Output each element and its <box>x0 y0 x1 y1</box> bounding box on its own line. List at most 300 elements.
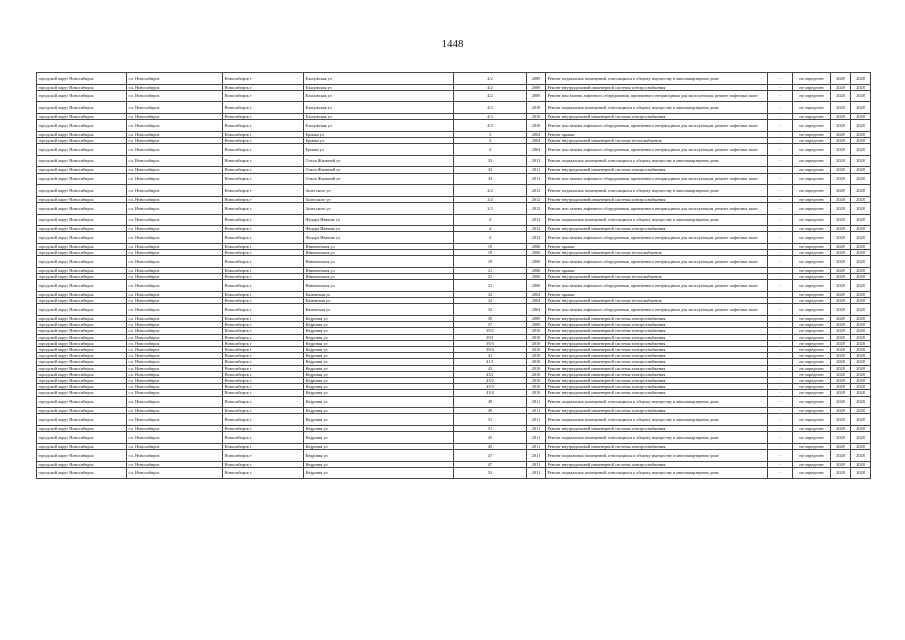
cell-house-number: 2/2 <box>454 202 527 214</box>
cell-street: Кедровая ул <box>304 377 454 383</box>
cell-work-type: Ремонт внутридомовой инженерной системы теплоснабжения <box>546 250 768 256</box>
cell-year-end: 2028 <box>851 185 871 197</box>
cell-settlement: г.о. Новосибирск <box>127 449 223 461</box>
cell-municipality: городской округ Новосибирск <box>37 384 127 390</box>
cell-work-type: Ремонт внутридомовой инженерной системы электроснабжения <box>546 353 768 359</box>
cell-year: 2006 <box>527 243 546 249</box>
cell-street: Ольги Жилиной ул <box>304 173 454 185</box>
cell-municipality: городской округ Новосибирск <box>37 334 127 340</box>
cell-municipality: городской округ Новосибирск <box>37 449 127 461</box>
cell-municipality: городской округ Новосибирск <box>37 467 127 479</box>
cell-settlement: г.о. Новосибирск <box>127 334 223 340</box>
cell-work-type: Ремонт подвальных помещений, относящихся к общему имуществу в многоквартирном доме <box>546 73 768 85</box>
cell-work-type: Ремонт внутридомовой инженерной системы электроснабжения <box>546 340 768 346</box>
cell-house-number: 45 <box>454 443 527 449</box>
cell-house-number: 2/2 <box>454 196 527 202</box>
cell-deadline: не определен <box>793 137 831 143</box>
cell-work-type: Ремонт подвальных помещений, относящихся к общему имуществу в многоквартирном доме <box>546 185 768 197</box>
cell-municipality: городской округ Новосибирск <box>37 214 127 226</box>
cell-year-end: 2028 <box>851 167 871 173</box>
cell-municipality: городской округ Новосибирск <box>37 371 127 377</box>
cell-work-type: Ремонт подвальных помещений, относящихся к общему имуществу в многоквартирном доме <box>546 467 768 479</box>
cell-house-number: 21 <box>454 280 527 292</box>
cell-house-number: 2/2 <box>454 185 527 197</box>
cell-municipality: городской округ Новосибирск <box>37 396 127 408</box>
cell-year-end: 2028 <box>851 155 871 167</box>
table-row <box>37 449 871 461</box>
cell-year: 2010 <box>527 377 546 383</box>
cell-year: 2011 <box>527 414 546 426</box>
cell-year-end: 2028 <box>851 384 871 390</box>
cell-cost: - <box>768 274 793 280</box>
cell-house-number: 21 <box>454 267 527 273</box>
cell-street: Кедровая ул <box>304 449 454 461</box>
cell-locality: Новосибирск г <box>223 322 304 328</box>
cell-house-number: 32 <box>454 304 527 316</box>
cell-cost: - <box>768 90 793 102</box>
cell-locality: Новосибирск г <box>223 467 304 479</box>
cell-work-type: Ремонт подвальных помещений, относящихся к общему имуществу в многоквартирном доме <box>546 102 768 114</box>
cell-work-type: Ремонт внутридомовой инженерной системы электроснабжения <box>546 346 768 352</box>
cell-deadline: не определен <box>793 353 831 359</box>
cell-municipality: городской округ Новосибирск <box>37 185 127 197</box>
cell-house-number: 32 <box>454 298 527 304</box>
cell-settlement: г.о. Новосибирск <box>127 291 223 297</box>
cell-work-type: Ремонт внутридомовой инженерной системы электроснабжения <box>546 167 768 173</box>
cell-municipality: городской округ Новосибирск <box>37 304 127 316</box>
cell-locality: Новосибирск г <box>223 73 304 85</box>
cell-locality: Новосибирск г <box>223 155 304 167</box>
cell-year-start: 2028 <box>831 432 851 444</box>
table-row <box>37 155 871 167</box>
cell-work-type: Ремонт внутридомовой инженерной системы теплоснабжения <box>546 137 768 143</box>
cell-year-start: 2028 <box>831 102 851 114</box>
cell-cost: - <box>768 384 793 390</box>
cell-cost: - <box>768 396 793 408</box>
cell-settlement: г.о. Новосибирск <box>127 267 223 273</box>
cell-year: 2009 <box>527 90 546 102</box>
cell-deadline: не определен <box>793 90 831 102</box>
cell-settlement: г.о. Новосибирск <box>127 250 223 256</box>
cell-municipality: городской округ Новосибирск <box>37 232 127 244</box>
cell-year-start: 2028 <box>831 414 851 426</box>
cell-cost: - <box>768 102 793 114</box>
table-row <box>37 280 871 292</box>
cell-year: 2011 <box>527 432 546 444</box>
cell-municipality: городской округ Новосибирск <box>37 408 127 414</box>
cell-year-end: 2028 <box>851 214 871 226</box>
cell-street: Ольги Жилиной ул <box>304 155 454 167</box>
cell-cost: - <box>768 144 793 156</box>
cell-deadline: не определен <box>793 334 831 340</box>
cell-work-type: Ремонт внутридомовой инженерной системы электроснабжения <box>546 461 768 467</box>
cell-house-number: 39/4 <box>454 346 527 352</box>
cell-cost: - <box>768 353 793 359</box>
cell-street: Кедровая ул <box>304 340 454 346</box>
cell-year: 2010 <box>527 328 546 334</box>
cell-work-type: Ремонт внутридомовой инженерной системы электроснабжения <box>546 384 768 390</box>
cell-year: 2011 <box>527 173 546 185</box>
cell-house-number: 19 <box>454 256 527 268</box>
cell-street: Кедровая ул <box>304 425 454 431</box>
cell-cost: - <box>768 73 793 85</box>
cell-settlement: г.о. Новосибирск <box>127 137 223 143</box>
page-number: 1448 <box>441 38 464 50</box>
cell-year: 2009 <box>527 84 546 90</box>
cell-municipality: городской округ Новосибирск <box>37 328 127 334</box>
table-row <box>37 304 871 316</box>
cell-settlement: г.о. Новосибирск <box>127 353 223 359</box>
cell-year: 2010 <box>527 113 546 119</box>
cell-year-end: 2028 <box>851 443 871 449</box>
cell-year-end: 2028 <box>851 113 871 119</box>
cell-deadline: не определен <box>793 167 831 173</box>
cell-deadline: не определен <box>793 396 831 408</box>
cell-locality: Новосибирск г <box>223 202 304 214</box>
cell-settlement: г.о. Новосибирск <box>127 322 223 328</box>
cell-settlement: г.о. Новосибирск <box>127 102 223 114</box>
cell-house-number: 37 <box>454 322 527 328</box>
cell-year: 2011 <box>527 443 546 449</box>
cell-work-type: Ремонт или замена лифтового оборудования, признанного непригодным для эксплуатации, ремонт лифтовых шахт <box>546 90 768 102</box>
cell-year-end: 2028 <box>851 256 871 268</box>
table-row <box>37 173 871 185</box>
cell-year-end: 2028 <box>851 425 871 431</box>
cell-settlement: г.о. Новосибирск <box>127 196 223 202</box>
cell-municipality: городской округ Новосибирск <box>37 359 127 365</box>
cell-year-start: 2028 <box>831 232 851 244</box>
cell-year: 2010 <box>527 384 546 390</box>
cell-locality: Новосибирск г <box>223 449 304 461</box>
cell-work-type: Ремонт или замена лифтового оборудования, признанного непригодным для эксплуатации, ремонт лифтовых шахт <box>546 280 768 292</box>
cell-cost: - <box>768 371 793 377</box>
cell-deadline: не определен <box>793 467 831 479</box>
cell-deadline: не определен <box>793 443 831 449</box>
cell-year-end: 2028 <box>851 196 871 202</box>
cell-locality: Новосибирск г <box>223 102 304 114</box>
cell-deadline: не определен <box>793 432 831 444</box>
cell-year-start: 2028 <box>831 328 851 334</box>
cell-cost: - <box>768 432 793 444</box>
cell-locality: Новосибирск г <box>223 267 304 273</box>
cell-year-end: 2028 <box>851 144 871 156</box>
cell-locality: Новосибирск г <box>223 353 304 359</box>
table-body <box>37 73 871 479</box>
cell-work-type: Ремонт внутридомовой инженерной системы электроснабжения <box>546 315 768 321</box>
cell-cost: - <box>768 365 793 371</box>
cell-locality: Новосибирск г <box>223 280 304 292</box>
cell-cost: - <box>768 243 793 249</box>
cell-street: Кедровая ул <box>304 353 454 359</box>
cell-settlement: г.о. Новосибирск <box>127 214 223 226</box>
cell-street: Федора Ивачева ул <box>304 214 454 226</box>
cell-work-type: Ремонт внутридомовой инженерной системы электроснабжения <box>546 322 768 328</box>
cell-street: Кедровая ул <box>304 443 454 449</box>
cell-work-type: Ремонт внутридомовой инженерной системы электроснабжения <box>546 328 768 334</box>
cell-locality: Новосибирск г <box>223 185 304 197</box>
cell-settlement: г.о. Новосибирск <box>127 425 223 431</box>
cell-year-start: 2028 <box>831 443 851 449</box>
cell-work-type: Ремонт крыши <box>546 131 768 137</box>
cell-house-number: 43 <box>454 365 527 371</box>
cell-municipality: городской округ Новосибирск <box>37 377 127 383</box>
cell-year-end: 2028 <box>851 461 871 467</box>
cell-municipality: городской округ Новосибирск <box>37 322 127 328</box>
cell-cost: - <box>768 315 793 321</box>
cell-year-end: 2028 <box>851 414 871 426</box>
cell-year-end: 2028 <box>851 449 871 461</box>
cell-street: Ермака ул <box>304 144 454 156</box>
cell-cost: - <box>768 461 793 467</box>
cell-year: 2012 <box>527 202 546 214</box>
cell-deadline: не определен <box>793 328 831 334</box>
cell-year-start: 2028 <box>831 365 851 371</box>
cell-locality: Новосибирск г <box>223 315 304 321</box>
cell-year: 2012 <box>527 196 546 202</box>
cell-year-end: 2028 <box>851 371 871 377</box>
cell-year-start: 2028 <box>831 185 851 197</box>
cell-house-number: 19 <box>454 250 527 256</box>
cell-street: Кедровая ул <box>304 396 454 408</box>
cell-year-start: 2028 <box>831 144 851 156</box>
cell-year-end: 2028 <box>851 131 871 137</box>
cell-year-start: 2028 <box>831 250 851 256</box>
cell-work-type: Ремонт внутридомовой инженерной системы электроснабжения <box>546 359 768 365</box>
table-row <box>37 90 871 102</box>
cell-year-end: 2028 <box>851 390 871 396</box>
cell-street: Инюшенская ул <box>304 250 454 256</box>
cell-house-number: 47 <box>454 461 527 467</box>
cell-house-number: 4 <box>454 214 527 226</box>
cell-year-end: 2028 <box>851 173 871 185</box>
cell-locality: Новосибирск г <box>223 396 304 408</box>
cell-year: 2011 <box>527 396 546 408</box>
cell-work-type: Ремонт крыши <box>546 267 768 273</box>
cell-year-start: 2028 <box>831 73 851 85</box>
cell-settlement: г.о. Новосибирск <box>127 256 223 268</box>
cell-street: Кедровая ул <box>304 365 454 371</box>
cell-year-start: 2028 <box>831 280 851 292</box>
cell-settlement: г.о. Новосибирск <box>127 346 223 352</box>
cell-cost: - <box>768 84 793 90</box>
cell-municipality: городской округ Новосибирск <box>37 267 127 273</box>
cell-work-type: Ремонт или замена лифтового оборудования, признанного непригодным для эксплуатации, ремонт лифтовых шахт <box>546 202 768 214</box>
cell-cost: - <box>768 232 793 244</box>
cell-year-end: 2028 <box>851 120 871 132</box>
cell-street: Каменская ул <box>304 298 454 304</box>
cell-year-end: 2028 <box>851 90 871 102</box>
cell-cost: - <box>768 298 793 304</box>
cell-deadline: не определен <box>793 304 831 316</box>
cell-settlement: г.о. Новосибирск <box>127 396 223 408</box>
cell-settlement: г.о. Новосибирск <box>127 315 223 321</box>
cell-cost: - <box>768 334 793 340</box>
cell-year-start: 2028 <box>831 131 851 137</box>
cell-locality: Новосибирск г <box>223 390 304 396</box>
cell-street: Залесского ул <box>304 185 454 197</box>
cell-deadline: не определен <box>793 250 831 256</box>
cell-street: Ельцовская ул <box>304 84 454 90</box>
cell-year: 2009 <box>527 73 546 85</box>
cell-street: Ельцовская ул <box>304 120 454 132</box>
cell-settlement: г.о. Новосибирск <box>127 304 223 316</box>
cell-deadline: не определен <box>793 291 831 297</box>
cell-work-type: Ремонт или замена лифтового оборудования, признанного непригодным для эксплуатации, ремонт лифтовых шахт <box>546 232 768 244</box>
cell-settlement: г.о. Новосибирск <box>127 414 223 426</box>
cell-locality: Новосибирск г <box>223 425 304 431</box>
cell-municipality: городской округ Новосибирск <box>37 90 127 102</box>
cell-cost: - <box>768 167 793 173</box>
cell-year-start: 2028 <box>831 425 851 431</box>
cell-year-end: 2028 <box>851 202 871 214</box>
cell-street: Кедровая ул <box>304 346 454 352</box>
cell-year-start: 2028 <box>831 113 851 119</box>
cell-settlement: г.о. Новосибирск <box>127 73 223 85</box>
cell-deadline: не определен <box>793 131 831 137</box>
cell-deadline: не определен <box>793 365 831 371</box>
cell-street: Инюшенская ул <box>304 243 454 249</box>
cell-year-end: 2028 <box>851 353 871 359</box>
cell-cost: - <box>768 196 793 202</box>
cell-municipality: городской округ Новосибирск <box>37 202 127 214</box>
cell-settlement: г.о. Новосибирск <box>127 408 223 414</box>
cell-municipality: городской округ Новосибирск <box>37 340 127 346</box>
cell-year-start: 2028 <box>831 155 851 167</box>
cell-locality: Новосибирск г <box>223 304 304 316</box>
cell-settlement: г.о. Новосибирск <box>127 226 223 232</box>
cell-house-number: 43/4 <box>454 390 527 396</box>
cell-street: Федора Ивачева ул <box>304 232 454 244</box>
cell-locality: Новосибирск г <box>223 298 304 304</box>
cell-year-start: 2028 <box>831 84 851 90</box>
table-row <box>37 256 871 268</box>
cell-municipality: городской округ Новосибирск <box>37 131 127 137</box>
cell-municipality: городской округ Новосибирск <box>37 390 127 396</box>
cell-settlement: г.о. Новосибирск <box>127 359 223 365</box>
cell-year-start: 2028 <box>831 371 851 377</box>
cell-deadline: не определен <box>793 298 831 304</box>
cell-municipality: городской округ Новосибирск <box>37 167 127 173</box>
table-row <box>37 120 871 132</box>
table-row <box>37 73 871 85</box>
cell-year-start: 2028 <box>831 202 851 214</box>
cell-work-type: Ремонт внутридомовой инженерной системы электроснабжения <box>546 196 768 202</box>
cell-year-start: 2028 <box>831 390 851 396</box>
cell-street: Кедровая ул <box>304 334 454 340</box>
cell-year-start: 2028 <box>831 396 851 408</box>
cell-year-start: 2028 <box>831 173 851 185</box>
cell-street: Инюшенская ул <box>304 274 454 280</box>
cell-house-number: 47 <box>454 449 527 461</box>
cell-work-type: Ремонт внутридомовой инженерной системы электроснабжения <box>546 84 768 90</box>
cell-cost: - <box>768 250 793 256</box>
cell-year: 2010 <box>527 359 546 365</box>
cell-deadline: не определен <box>793 232 831 244</box>
cell-year: 2010 <box>527 346 546 352</box>
cell-house-number: 43/3 <box>454 384 527 390</box>
cell-house-number: 4 <box>454 226 527 232</box>
cell-street: Кедровая ул <box>304 371 454 377</box>
cell-locality: Новосибирск г <box>223 346 304 352</box>
cell-year: 2010 <box>527 353 546 359</box>
table-row <box>37 232 871 244</box>
cell-settlement: г.о. Новосибирск <box>127 120 223 132</box>
cell-house-number: 4/3 <box>454 120 527 132</box>
cell-locality: Новосибирск г <box>223 377 304 383</box>
table-row <box>37 144 871 156</box>
cell-year: 2011 <box>527 425 546 431</box>
cell-settlement: г.о. Новосибирск <box>127 443 223 449</box>
cell-street: Кедровая ул <box>304 432 454 444</box>
cell-cost: - <box>768 425 793 431</box>
cell-year-end: 2028 <box>851 396 871 408</box>
cell-year: 2006 <box>527 250 546 256</box>
cell-year: 2010 <box>527 390 546 396</box>
cell-house-number: 41 <box>454 353 527 359</box>
cell-house-number: 3 <box>454 144 527 156</box>
cell-locality: Новосибирск г <box>223 414 304 426</box>
cell-year: 2012 <box>527 185 546 197</box>
cell-locality: Новосибирск г <box>223 328 304 334</box>
cell-deadline: не определен <box>793 73 831 85</box>
cell-house-number: 32 <box>454 291 527 297</box>
cell-year: 2012 <box>527 226 546 232</box>
cell-year-start: 2028 <box>831 359 851 365</box>
cell-work-type: Ремонт крыши <box>546 291 768 297</box>
cell-municipality: городской округ Новосибирск <box>37 346 127 352</box>
cell-house-number: 33 <box>454 173 527 185</box>
cell-deadline: не определен <box>793 267 831 273</box>
table-row <box>37 185 871 197</box>
cell-year-start: 2028 <box>831 274 851 280</box>
cell-cost: - <box>768 304 793 316</box>
cell-municipality: городской округ Новосибирск <box>37 226 127 232</box>
cell-year-end: 2028 <box>851 467 871 479</box>
cell-year-start: 2028 <box>831 256 851 268</box>
cell-year: 2012 <box>527 214 546 226</box>
cell-deadline: не определен <box>793 390 831 396</box>
cell-year-start: 2028 <box>831 267 851 273</box>
cell-year: 2012 <box>527 232 546 244</box>
cell-municipality: городской округ Новосибирск <box>37 102 127 114</box>
cell-year: 2010 <box>527 371 546 377</box>
cell-deadline: не определен <box>793 120 831 132</box>
cell-deadline: не определен <box>793 173 831 185</box>
cell-municipality: городской округ Новосибирск <box>37 443 127 449</box>
cell-deadline: не определен <box>793 425 831 431</box>
cell-year-start: 2028 <box>831 120 851 132</box>
cell-house-number: 3 <box>454 131 527 137</box>
cell-municipality: городской округ Новосибирск <box>37 432 127 444</box>
cell-work-type: Ремонт или замена лифтового оборудования, признанного непригодным для эксплуатации, ремонт лифтовых шахт <box>546 256 768 268</box>
cell-locality: Новосибирск г <box>223 291 304 297</box>
cell-year-end: 2028 <box>851 432 871 444</box>
cell-year: 2004 <box>527 137 546 143</box>
cell-deadline: не определен <box>793 84 831 90</box>
cell-year: 2004 <box>527 131 546 137</box>
cell-year: 2004 <box>527 144 546 156</box>
cell-settlement: г.о. Новосибирск <box>127 298 223 304</box>
cell-locality: Новосибирск г <box>223 461 304 467</box>
cell-year: 2006 <box>527 267 546 273</box>
cell-deadline: не определен <box>793 256 831 268</box>
cell-work-type: Ремонт внутридомовой инженерной системы электроснабжения <box>546 365 768 371</box>
cell-municipality: городской округ Новосибирск <box>37 298 127 304</box>
cell-work-type: Ремонт подвальных помещений, относящихся к общему имуществу в многоквартирном доме <box>546 432 768 444</box>
cell-house-number: 39/3 <box>454 340 527 346</box>
cell-locality: Новосибирск г <box>223 340 304 346</box>
cell-deadline: не определен <box>793 408 831 414</box>
